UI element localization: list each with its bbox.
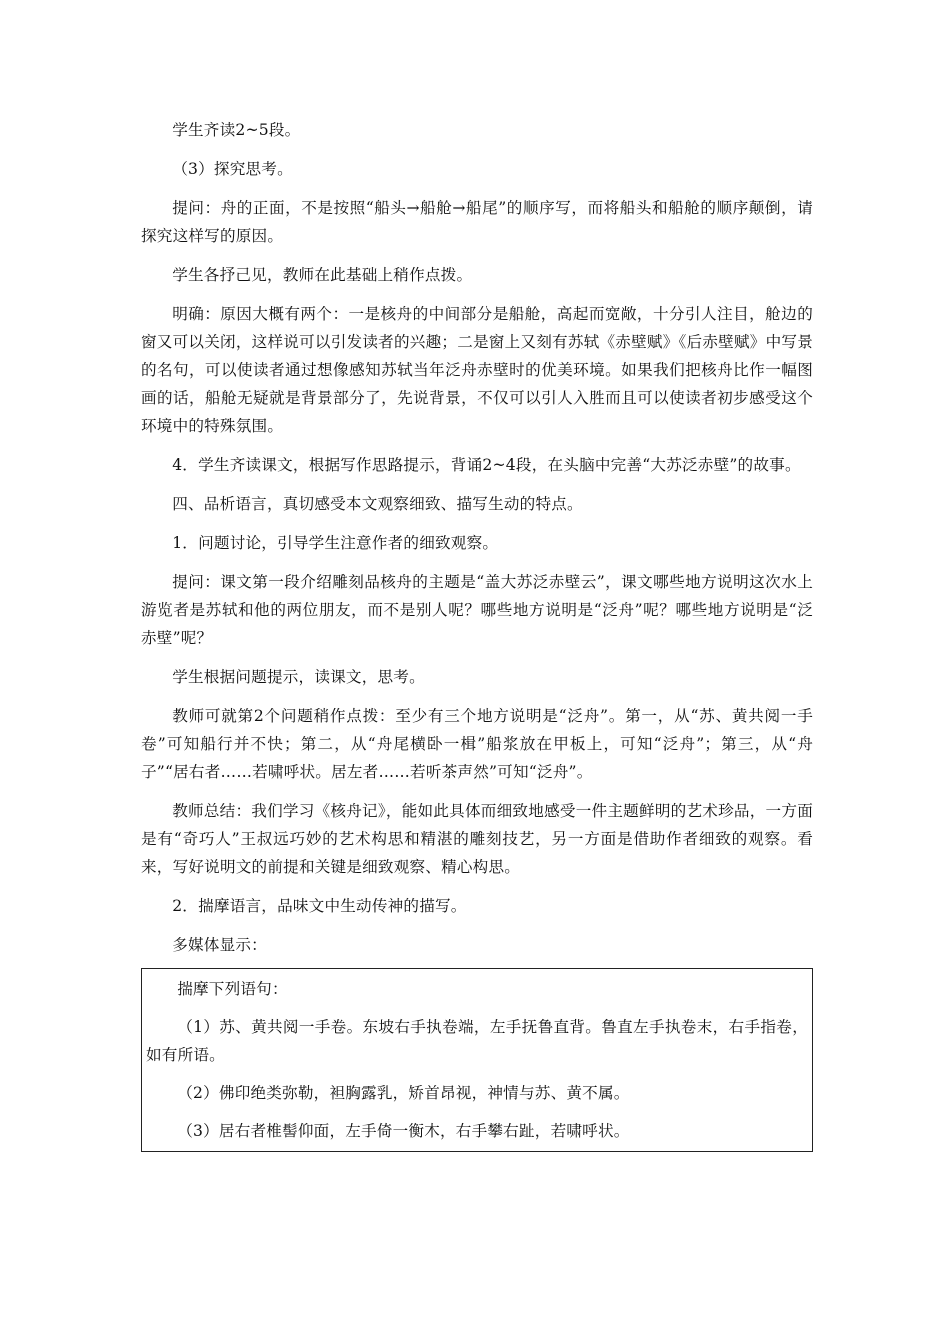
paragraph: 教师可就第2个问题稍作点拨：至少有三个地方说明是“泛舟”。第一，从“苏、黄共阅一手卷”可知船行并不快；第二，从“舟尾横卧一楫”船浆放在甲板上，可知“泛舟”；第三，从“舟子”“居右者……若啸呼状。居左者……若听茶声然”可知“泛舟”。: [141, 707, 813, 781]
paragraph: 提问：舟的正面，不是按照“船头→船舱→船尾”的顺序写，而将船头和船舱的顺序颠倒，请探究这样写的原因。: [141, 199, 813, 245]
paragraph: 学生齐读2~5段。: [172, 121, 301, 139]
document-body: [141, 116, 813, 1152]
section-heading: 四、品析语言，真切感受本文观察细致、描写生动的特点。: [172, 495, 583, 513]
paragraph: 4．学生齐读课文，根据写作思路提示，背诵2~4段，在头脑中完善“大苏泛赤壁”的故事。: [172, 456, 801, 474]
box-title: 揣摩下列语句：: [177, 980, 288, 998]
paragraph: 教师总结：我们学习《核舟记》，能如此具体而细致地感受一件主题鲜明的艺术珍品，一方面是有“奇巧人”王叔远巧妙的艺术构思和精湛的雕刻技艺，另一方面是借助作者细致的观察。看来，写好说明文的前提和关键是细致观察、精心构思。: [141, 802, 813, 876]
paragraph: 多媒体显示：: [172, 936, 267, 954]
subsection-heading: 1．问题讨论，引导学生注意作者的细致观察。: [172, 534, 499, 552]
paragraph: 明确：原因大概有两个：一是核舟的中间部分是船舱，高起而宽敞，十分引人注目，舱边的窗又可以关闭，这样说可以引发读者的兴趣；二是窗上又刻有苏轼《赤壁赋》《后赤壁赋》中写景的名句，可以使读者通过想像感知苏轼当年泛舟赤壁时的优美环境。如果我们把核舟比作一幅图画的话，船舱无疑就是背景部分了，先说背景，不仅可以引人入胜而且可以使读者初步感受这个环境中的特殊氛围。: [141, 305, 813, 435]
subsection-heading: 2．揣摩语言，品味文中生动传神的描写。: [172, 897, 467, 915]
paragraph: 提问：课文第一段介绍雕刻品核舟的主题是“盖大苏泛赤壁云”，课文哪些地方说明这次水上游览者是苏轼和他的两位朋友，而不是别人呢？哪些地方说明是“泛舟”呢？哪些地方说明是“泛赤壁”呢？: [141, 573, 813, 647]
multimedia-display-box: [141, 968, 813, 1152]
paragraph: 学生各抒己见，教师在此基础上稍作点拨。: [172, 266, 473, 284]
paragraph: 学生根据问题提示，读课文，思考。: [172, 668, 425, 686]
paragraph: （3）探究思考。: [172, 160, 293, 178]
box-item: （1）苏、黄共阅一手卷。东坡右手执卷端，左手抚鲁直背。鲁直左手执卷末，右手指卷，如有所语。: [146, 1018, 808, 1064]
box-item: （2）佛印绝类弥勒，袒胸露乳，矫首昂视，神情与苏、黄不属。: [177, 1084, 630, 1102]
box-item: （3）居右者椎髻仰面，左手倚一衡木，右手攀右趾，若啸呼状。: [177, 1122, 630, 1140]
